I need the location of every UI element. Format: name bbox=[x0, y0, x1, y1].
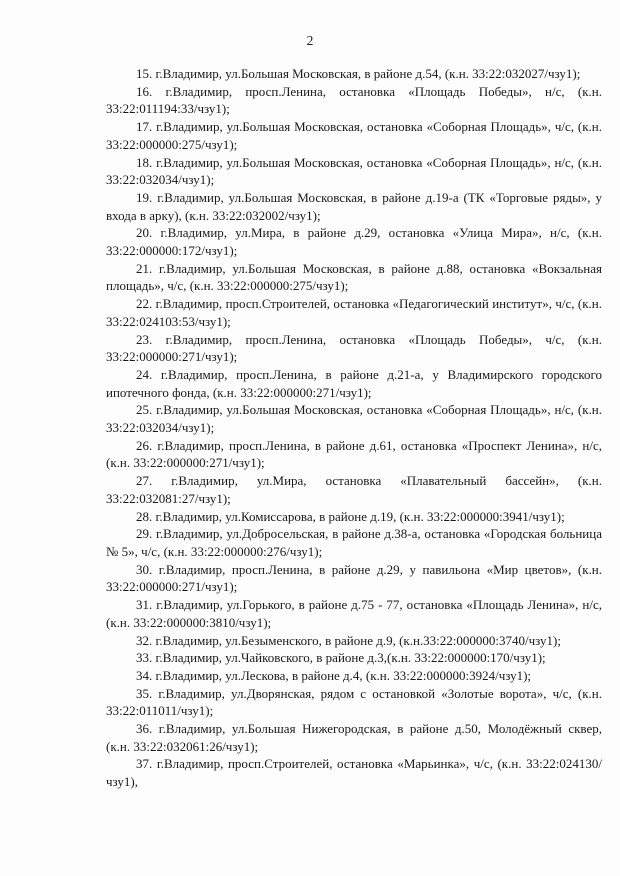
list-item: 19. г.Владимир, ул.Большая Московская, в районе д.19-а (ТК «Торговые ряды», у входа в арку), (к.н. 33:22:032002/чзу1); bbox=[106, 189, 602, 223]
address-list bbox=[106, 65, 602, 791]
list-item: 33. г.Владимир, ул.Чайковского, в районе д.3,(к.н. 33:22:000000:170/чзу1); bbox=[136, 650, 546, 666]
list-item: 37. г.Владимир, просп.Строителей, остановка «Марьинка», ч/с, (к.н. 33:22:024130/чзу1), bbox=[106, 756, 602, 790]
list-item: 29. г.Владимир, ул.Добросельская, в районе д.38-а, остановка «Городская больница № 5», ч/с, (к.н. 33:22:000000:276/чзу1); bbox=[106, 526, 602, 559]
list-item: 35. г.Владимир, ул.Дворянская, рядом с остановкой «Золотые ворота», ч/с, (к.н. 33:22:011011/чзу1); bbox=[106, 685, 602, 719]
list-item: 32. г.Владимир, ул.Безыменского, в районе д.9, (к.н.33:22:000000:3740/чзу1); bbox=[136, 632, 561, 648]
list-item: 15. г.Владимир, ул.Большая Московская, в районе д.54, (к.н. 33:22:032027/чзу1); bbox=[136, 66, 581, 81]
list-item: 25. г.Владимир, ул.Большая Московская, остановка «Соборная Площадь», н/с, (к.н. 33:22:032034/чзу1); bbox=[106, 402, 602, 436]
list-item: 26. г.Владимир, просп.Ленина, в районе д.61, остановка «Проспект Ленина», н/с, (к.н. 33:22:000000:271/чзу1); bbox=[106, 437, 602, 471]
list-item: 21. г.Владимир, ул.Большая Московская, в районе д.88, остановка «Вокзальная площадь», ч/с, (к.н. 33:22:000000:275/чзу1); bbox=[106, 260, 602, 294]
list-item: 36. г.Владимир, ул.Большая Нижегородская, в районе д.50, Молодёжный сквер, (к.н. 33:22:032061:26/чзу1); bbox=[106, 721, 602, 754]
list-item: 24. г.Владимир, просп.Ленина, в районе д.21-а, у Владимирского городского ипотечного фонда, (к.н. 33:22:000000:271/чзу1); bbox=[106, 366, 602, 400]
list-item: 16. г.Владимир, просп.Ленина, остановка «Площадь Победы», н/с, (к.н. 33:22:011194:33/чзу1); bbox=[106, 83, 602, 117]
list-item: 27. г.Владимир, ул.Мира, остановка «Плавательный бассейн», (к.н. 33:22:032081:27/чзу1); bbox=[106, 473, 602, 506]
list-item: 22. г.Владимир, просп.Строителей, остановка «Педагогический институт», ч/с, (к.н. 33:22:024103:53/чзу1); bbox=[106, 296, 602, 329]
list-item: 28. г.Владимир, ул.Комиссарова, в районе д.19, (к.н. 33:22:000000:3941/чзу1); bbox=[136, 508, 565, 524]
list-item: 34. г.Владимир, ул.Лескова, в районе д.4, (к.н. 33:22:000000:3924/чзу1); bbox=[136, 667, 532, 683]
list-item: 20. г.Владимир, ул.Мира, в районе д.29, остановка «Улица Мира», н/с, (к.н. 33:22:000000:172/чзу1); bbox=[106, 225, 602, 259]
page-number: 2 bbox=[306, 33, 314, 48]
list-item: 30. г.Владимир, просп.Ленина, в районе д.29, у павильона «Мир цветов», (к.н. 33:22:000000:271/чзу1); bbox=[106, 561, 602, 595]
list-item: 18. г.Владимир, ул.Большая Московская, остановка «Соборная Площадь», н/с, (к.н. 33:22:032034/чзу1); bbox=[106, 154, 602, 188]
list-item: 23. г.Владимир, просп.Ленина, остановка «Площадь Победы», ч/с, (к.н. 33:22:000000:271/чзу1); bbox=[106, 331, 602, 365]
list-item: 17. г.Владимир, ул.Большая Московская, остановка «Соборная Площадь», ч/с, (к.н. 33:22:000000:275/чзу1); bbox=[106, 119, 602, 152]
list-item: 31. г.Владимир, ул.Горького, в районе д.75 - 77, остановка «Площадь Ленина», н/с, (к.н. 33:22:000000:3810/чзу1); bbox=[106, 597, 602, 630]
